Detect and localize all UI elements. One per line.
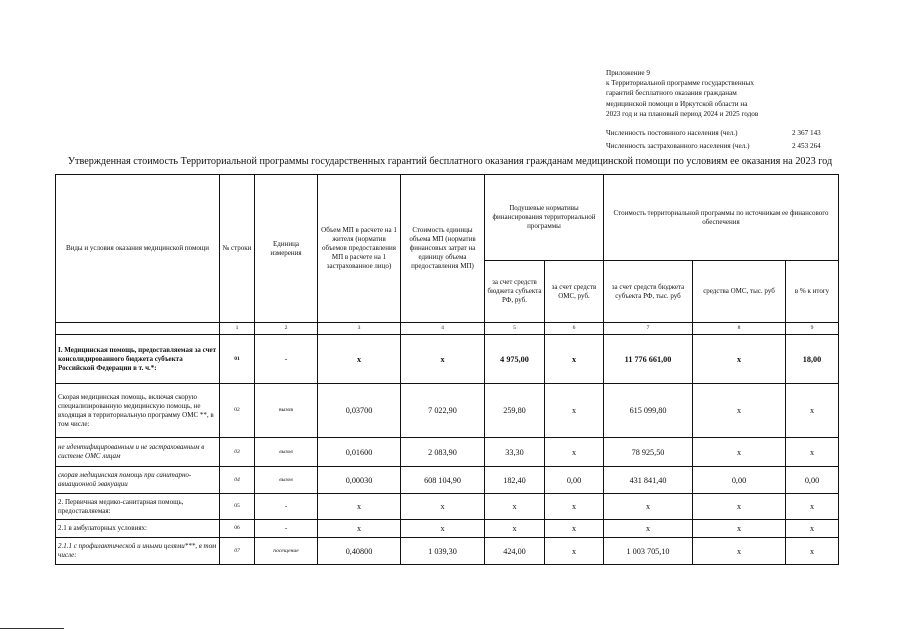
- header-oms-thousand: средства ОМС, тыс. руб: [693, 261, 786, 323]
- row-percent: x: [786, 438, 839, 467]
- header-row-number: № строки: [220, 175, 255, 323]
- insured-population-value: 2 453 264: [792, 142, 821, 150]
- table-row: [56, 520, 839, 538]
- row-volume: 0,01600: [318, 438, 401, 467]
- row-budget-thousand: 1 003 705,10: [604, 538, 693, 565]
- row-unit: вызов: [255, 384, 318, 438]
- column-number: 1: [220, 323, 255, 335]
- row-percent: x: [786, 494, 839, 520]
- row-number: 05: [220, 494, 255, 520]
- row-percent: x: [786, 384, 839, 438]
- row-unit-cost: x: [401, 494, 485, 520]
- table-row: [56, 335, 839, 384]
- column-number: 6: [545, 323, 604, 335]
- row-oms-rub: x: [545, 520, 604, 538]
- row-name: I. Медицинская помощь, предоставляемая за счет консолидированного бюджета субъекта Российской Федерации в т. ч.*:: [56, 335, 220, 384]
- row-name: скорая медицинская помощь при санитарно-авиационной эвакуации: [56, 467, 220, 494]
- appendix-line: медицинской помощи в Иркутской области на: [606, 99, 748, 108]
- row-budget-thousand: 431 841,40: [604, 467, 693, 494]
- row-oms-thousand: 0,00: [693, 467, 786, 494]
- row-name: не идентифицированным и не застрахованным в системе ОМС лицам: [56, 438, 220, 467]
- row-unit-cost: 2 083,90: [401, 438, 485, 467]
- appendix-line: 2023 год и на плановый период 2024 и 2025 годов: [606, 109, 759, 118]
- header-row: [56, 175, 839, 261]
- row-budget-rub: 33,30: [485, 438, 545, 467]
- row-oms-thousand: x: [693, 494, 786, 520]
- row-oms-thousand: x: [693, 538, 786, 565]
- header-oms-rub: за счет средств ОМС, руб.: [545, 261, 604, 323]
- document-title: Утвержденная стоимость Территориальной программы государственных гарантий бесплатного оказания гражданам медицинской помощи по условиям ее оказания на 2023 год: [67, 156, 833, 167]
- appendix-line: гарантий бесплатного оказания гражданам: [606, 89, 737, 98]
- column-number: 7: [604, 323, 693, 335]
- row-unit: вызов: [255, 438, 318, 467]
- row-number: 01: [220, 335, 255, 384]
- table-row: [56, 538, 839, 565]
- row-budget-rub: 4 975,00: [485, 335, 545, 384]
- row-percent: 18,00: [786, 335, 839, 384]
- row-percent: x: [786, 538, 839, 565]
- table-row: [56, 438, 839, 467]
- row-oms-thousand: x: [693, 335, 786, 384]
- row-oms-rub: x: [545, 384, 604, 438]
- row-unit-cost: 1 039,30: [401, 538, 485, 565]
- row-unit-cost: x: [401, 520, 485, 538]
- row-unit-cost: x: [401, 335, 485, 384]
- row-oms-thousand: x: [693, 438, 786, 467]
- column-number: 2: [255, 323, 318, 335]
- row-unit: -: [255, 335, 318, 384]
- table-row: [56, 467, 839, 494]
- header-kinds: Виды и условия оказания медицинской помощи: [56, 175, 220, 323]
- row-budget-rub: x: [485, 520, 545, 538]
- cost-table: [55, 174, 839, 565]
- row-number: 06: [220, 520, 255, 538]
- header-unit: Единица измерения: [255, 175, 318, 323]
- row-budget-rub: x: [485, 494, 545, 520]
- column-number: 5: [485, 323, 545, 335]
- row-oms-thousand: x: [693, 384, 786, 438]
- permanent-population-value: 2 367 143: [792, 129, 821, 137]
- appendix-line: Приложение 9: [606, 69, 650, 77]
- row-volume: x: [318, 520, 401, 538]
- footnote-rule: [0, 628, 64, 629]
- header-volume: Объем МП в расчете на 1 жителя (норматив объемов предоставления МП в расчете на 1 застрахованное лицо): [318, 175, 401, 323]
- row-volume: 0,00030: [318, 467, 401, 494]
- column-number-blank: [56, 323, 220, 335]
- row-unit-cost: 608 104,90: [401, 467, 485, 494]
- row-oms-rub: x: [545, 494, 604, 520]
- row-oms-rub: x: [545, 438, 604, 467]
- row-percent: 0,00: [786, 467, 839, 494]
- table-row: [56, 494, 839, 520]
- row-name: 2.1 в амбулаторных условиях:: [56, 520, 220, 538]
- row-budget-thousand: x: [604, 494, 693, 520]
- column-number: 4: [401, 323, 485, 335]
- row-number: 04: [220, 467, 255, 494]
- row-number: 07: [220, 538, 255, 565]
- row-unit: посещение: [255, 538, 318, 565]
- column-number-row: [56, 323, 839, 335]
- row-name: Скорая медицинская помощь, включая скорую специализированную медицинскую помощь, не входящая в территориальную программу ОМС **, в том числе:: [56, 384, 220, 438]
- row-budget-rub: 259,80: [485, 384, 545, 438]
- row-budget-thousand: 11 776 661,00: [604, 335, 693, 384]
- row-unit: вызов: [255, 467, 318, 494]
- header-budget-thousand: за счет средств бюджета субъекта РФ, тыс. руб: [604, 261, 693, 323]
- row-budget-thousand: x: [604, 520, 693, 538]
- row-volume: 0,03700: [318, 384, 401, 438]
- row-volume: x: [318, 335, 401, 384]
- header-percent: в % к итогу: [786, 261, 839, 323]
- header-per-capita: Подушевые нормативы финансирования территориальной программы: [485, 175, 604, 261]
- row-budget-thousand: 615 099,80: [604, 384, 693, 438]
- row-number: 02: [220, 384, 255, 438]
- row-oms-rub: 0,00: [545, 467, 604, 494]
- row-percent: x: [786, 520, 839, 538]
- permanent-population-label: Численность постоянного населения (чел.): [606, 129, 738, 137]
- header-unit-cost: Стоимость единицы объема МП (норматив финансовых затрат на единицу объема предоставления МП): [401, 175, 485, 323]
- row-oms-thousand: x: [693, 520, 786, 538]
- header-program-cost: Стоимость территориальной программы по источникам ее финансового обеспечения: [604, 175, 839, 261]
- row-volume: x: [318, 494, 401, 520]
- column-number: 9: [786, 323, 839, 335]
- row-name: 2.1.1 с профилактической и иными целями***, в том числе:: [56, 538, 220, 565]
- header-budget-rub: за счет средств бюджета субъекта РФ, руб.: [485, 261, 545, 323]
- row-unit: -: [255, 520, 318, 538]
- row-oms-rub: x: [545, 538, 604, 565]
- row-name: 2. Первичная медико-санитарная помощь, предоставляемая:: [56, 494, 220, 520]
- appendix-note: [606, 68, 866, 119]
- row-number: 03: [220, 438, 255, 467]
- appendix-line: к Территориальной программе государственных: [606, 79, 754, 88]
- row-unit: -: [255, 494, 318, 520]
- row-volume: 0,40800: [318, 538, 401, 565]
- row-budget-thousand: 78 925,50: [604, 438, 693, 467]
- insured-population-label: Численность застрахованного населения (чел.): [606, 142, 750, 150]
- table-row: [56, 384, 839, 438]
- row-budget-rub: 182,40: [485, 467, 545, 494]
- row-unit-cost: 7 022,90: [401, 384, 485, 438]
- column-number: 8: [693, 323, 786, 335]
- row-budget-rub: 424,00: [485, 538, 545, 565]
- column-number: 3: [318, 323, 401, 335]
- row-oms-rub: x: [545, 335, 604, 384]
